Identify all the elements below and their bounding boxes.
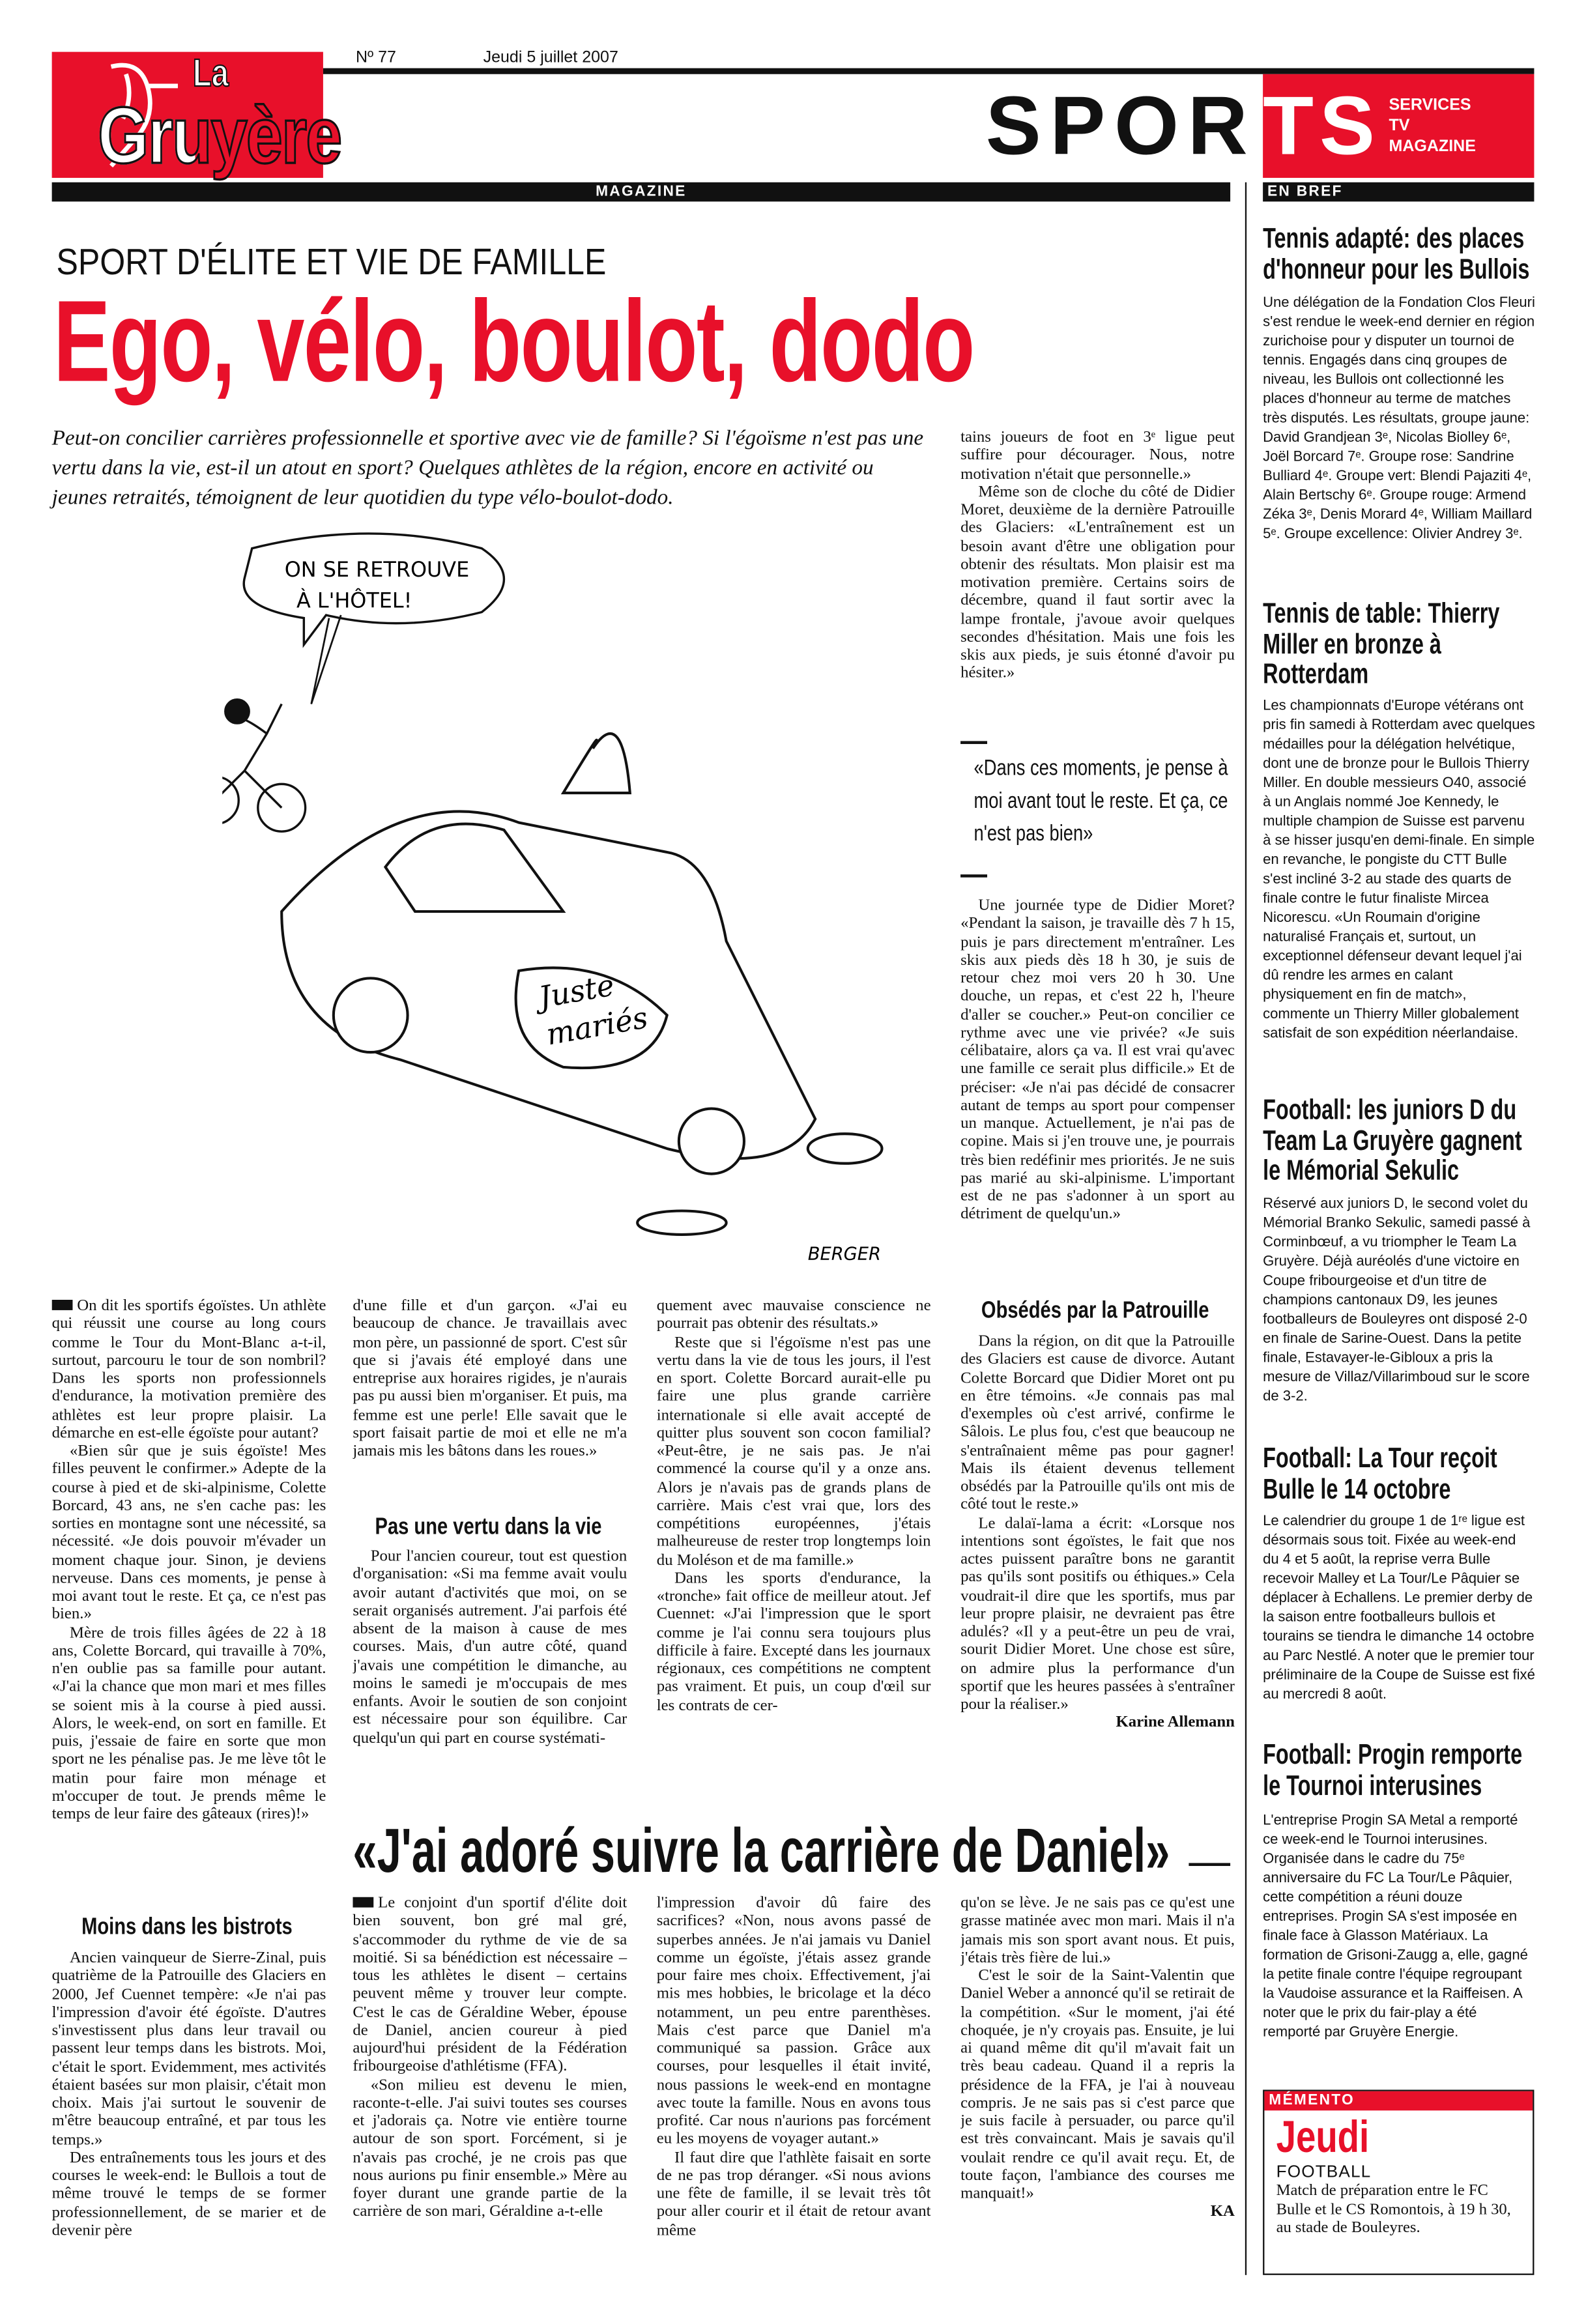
- memento-text: Match de préparation entre le FC Bulle et le CS Romontois, à 19 h 30, au stade de Bouleyres.: [1276, 2181, 1511, 2237]
- memento-sport: FOOTBALL: [1276, 2164, 1372, 2182]
- headline: Ego, vélo, boulot, dodo: [53, 276, 974, 407]
- column-divider: [1245, 182, 1247, 2275]
- brief-text: Une délégation de la Fondation Clos Fleuri s'est rendue le week-end dernier en région zurichoise pour y disputer un tournoi de tennis. Engagés dans cinq groupes de niveau, les Bullois ont collectionné les places d'honneur au terme de matches très disputés. Les résultats, groupe jaune: David Grandjean 3ᵉ, Nicolas Biolley 6ᵉ, Joël Borcard 7ᵉ. Groupe rose: Sandrine Bulliard 4ᵉ. Groupe vert: Blendi Pajaziti 4ᵉ, Alain Bertschy 6ᵉ. Groupe rouge: Armend Zéka 3ᵉ, Denis Morard 4ᵉ, William Maillard 5ᵉ. Groupe excellence: Olivier Andrey 3ᵉ.: [1263, 294, 1535, 543]
- sports-title-red: TS: [1263, 78, 1381, 172]
- memento-day: Jeudi: [1276, 2113, 1370, 2162]
- pull-quote: «Dans ces moments, je pense à moi avant tout le reste. Et ça, ce n'est pas bien»: [973, 756, 1228, 846]
- article-column-4c: Dans la région, on dit que la Patrouille des Glaciers est cause de divorce. Autant Colette Borcard que Didier Moret ont pu en être témoins. «Je connais pas mal d'exemples où c'est arrivé, confirme le Sâlois. Le plus fou, c'est que beaucoup ne s'entraînaient même pas pour gagner! Mais ils étaient devenus tellement obsédés par la Patrouille qu'ils ont mis de côté tout le reste.» Le dalaï-lama a écrit: «Lorsque nos intentions sont égoïstes, le fait que nos actes puissent paraître bons ne garantit pas qu'ils sont positifs ou éthiques.» Cela voudrait-il dire que les sportifs, mus par leur propre plaisir, ne devraient pas être adulés? «Il y a peut-être un peu de vrai, sourit Didier Moret. Une chose est sûre, on admire plus la performance d'un sportif que les heures passées à s'entraîner pour la réaliser.» Karine Allemann: [960, 1332, 1235, 1732]
- article-column-2: d'une fille et d'un garçon. «J'ai eu beaucoup de chance. Je travaillais avec mon père, un passionné de sport. C'est sûr que si j'avais été employé dans une entreprise aux horaires rigides, je n'aurais pas pu aussi bien m'organiser. Et puis, ma femme est une perle! Elle savait que le sport faisait partie de moi et elle ne m'a jamais mis les bâtons dans les roues.»: [353, 1297, 627, 1460]
- sports-red-block: [1263, 74, 1534, 178]
- box-column-2: Le conjoint d'un sportif d'élite doit bien souvent, bon gré mal gré, s'accommoder du rythme de vie de sa moitié. Si sa bénédiction est nécessaire – tous les athlètes le disent – certains peuvent même y trouver leur compte. C'est le cas de Géraldine Weber, épouse de Daniel, ancien coureur à pied aujourd'hui président de la Fédération fribourgeoise d'athlétisme (FFA). «Son milieu est devenu le mien, raconte-t-elle. J'ai suivi toutes ses courses et j'adorais ça. Notre vie entière tourne autour de son sport. Forcément, si je n'avais pas croché, je ne crois pas que nous aurions pu finir ensemble.» Mère au foyer durant une grande partie de la carrière de son mari, Géraldine a-t-elle: [353, 1894, 627, 2221]
- bubble-text-1: ON SE RETROUVE: [284, 556, 470, 582]
- memento-box: [1263, 2089, 1534, 2274]
- cartoon-illustration: [222, 526, 934, 1275]
- box-headline: «J'ai adoré suivre la carrière de Daniel»: [353, 1815, 1170, 1886]
- brief-title: Football: les juniors D du Team La Gruyère gagnent le Mémorial Sekulic: [1263, 1095, 1522, 1188]
- subhead-vertu: Pas une vertu dans la vie: [375, 1514, 602, 1540]
- intro: Peut-on concilier carrières professionnelle et sportive avec vie de famille? Si l'égoïsme n'est pas une vertu dans la vie, est-il un atout en sport? Quelques athlètes de la région, encore en activité ou jeunes retraités, témoignent de leur quotidien du type vélo-boulot-dodo.: [51, 427, 924, 510]
- lead-square: [353, 1897, 373, 1908]
- subhead-patrouille: Obsédés par la Patrouille: [981, 1298, 1209, 1324]
- quote-dash: [960, 874, 987, 876]
- bubble-text-2: À L'HÔTEL!: [296, 588, 412, 613]
- article-column-4b: Une journée type de Didier Moret? «Pendant la saison, je travaille dès 7 h 15, puis je pars directement m'entraîner. Les skis aux pieds dès 18 h 30, je suis de retour chez moi vers 20 h 30. Une douche, un repas, et c'est 22 h, l'heure d'aller se coucher.» Peut-on concilier ce rythme avec une vie privée? «Je suis célibataire, alors ça va. Il est vrai qu'avec une famille ce serait plus difficile.» Et de préciser: «Je n'ai pas décidé de consacrer autant de temps au sport pour compenser un manque. Actuellement, je n'ai pas de copine. Mais si j'en trouve une, je pourrais très bien redéfinir mes priorités. Je ne suis pas marié au ski-alpinisme. L'important est de ne pas s'adonner à un sport au détriment de quelqu'un.»: [960, 897, 1235, 1224]
- brief-text: Le calendrier du groupe 1 de 1ʳᵉ ligue est désormais sous toit. Fixée au week-end du 4 et 5 août, la reprise verra Bulle recevoir Malley et La Tour/Le Pâquier se déplacer à Echallens. Le premier derby de la saison entre footballeurs bullois et tourains se tiendra le dimanche 14 octobre au Parc Nestlé. A noter que le premier tour préliminaire de la Coupe de Suisse est fixé au mercredi 8 août.: [1263, 1513, 1535, 1703]
- car-sign-text-1: Juste: [536, 968, 617, 1015]
- box-column-4: qu'on se lève. Je ne sais pas ce qu'est une grasse matinée avec mon mari. Mais il n'a jamais mis son sport avant nous. Et puis, j'étais très fière de lui.» C'est le soir de la Saint-Valentin que Daniel Weber a annoncé qu'il se retirait de la compétition. «Sur le moment, j'ai été choquée, je n'y croyais pas. Ensuite, je lui ai quand même dit qu'il m'avait fait un très beau cadeau. Quand il a repris la présidence de la FFA, je l'ai à nouveau compris. Je ne sais pas si c'est parce que je suis facile à persuader, ou parce qu'il est très convaincant. Mais je savais qu'il voulait rendre ce qu'il avait reçu. Et, de toute façon, l'ambiance des courses me manquait!» KA: [960, 1894, 1235, 2221]
- issue-number: Nº 77: [355, 49, 396, 67]
- article-column-1b: Ancien vainqueur de Sierre-Zinal, puis quatrième de la Patrouille des Glaciers en 2000, Jef Cuennet tempère: «Je n'ai pas l'impression d'avoir été égoïste. D'autres s'investissent plus dans leur travail ou passent leur temps dans les bistrots. Moi, c'était le sport. Evidemment, mes activités étaient basées sur mon plaisir, c'était mon choix. Mais j'ai surtout le souvenir de m'être beaucoup entraîné, et par tous les temps.» Des entraînements tous les jours et des courses le week-end: le Bullois a tout de même trouvé le temps de se former professionnellement, de se marier et de devenir père: [51, 1949, 326, 2239]
- memento-label: MÉMENTO: [1264, 2091, 1533, 2111]
- lead-square: [52, 1300, 73, 1310]
- article-column-4a: tains joueurs de foot en 3ᵉ ligue peut suffire pour décourager. Nous, notre motivation n'était que personnelle.» Même son de cloche du côté de Didier Moret, deuxième de la dernière Patrouille des Glaciers: «L'entraînement est un besoin avant d'être une obligation pour obtenir des résultats. Mon plaisir est ma motivation première. Certains soirs de décembre, quand il faut sortir avec la lampe frontale, j'avoue avoir quelques secondes d'hésitation. Mais une fois les skis aux pieds, je suis étonné d'avoir pu hésiter.»: [960, 428, 1235, 682]
- sports-title-black: SPOR: [985, 78, 1257, 172]
- en-bref-bar: EN BREF: [1263, 182, 1534, 202]
- brief-title: Tennis adapté: des places d'honneur pour les Bullois: [1263, 223, 1530, 285]
- article-column-2b: Pour l'ancien coureur, tout est question d'organisation: «Si ma femme avait voulu avoir autant d'activités que moi, on se serait organisés autrement. J'ai parfois été absent de la maison à cause de mes courses. Mais, d'un autre côté, quand j'avais une compétition le dimanche, au moins le samedi je m'occupais de mes enfants. Avoir le soutien de son conjoint est nécessaire pour son équilibre. Car quelqu'un qui part en course systémati-: [353, 1547, 627, 1747]
- article-column-3: quement avec mauvaise conscience ne pourrait pas obtenir des résultats.» Reste que si l'égoïsme n'est pas une vertu dans la vie de tous les jours, il l'est en sport. Colette Borcard aurait-elle pu faire une plus grande carrière internationale si elle avait accepté de quitter plus souvent son cocon familial? «Peut-être, je ne sais pas. Je n'ai commencé la course qu'il y a onze ans. Alors je n'avais pas de grands plans de carrière. Mais c'est vrai que, lors des compétitions européennes, j'étais malheureuse de rester trop longtemps loin du Moléson et de ma famille.» Dans les sports d'endurance, la «tronche» fait office de meilleur atout. Jef Cuennet: «J'ai l'impression que le sport comme je l'ai connu sera toujours plus difficile à faire. Excepté dans les journaux régionaux, ces compétitions ne comptent pas vraiment. Et puis, un coup d'œil sur les contrats de cer-: [656, 1297, 931, 1714]
- brief-text: Les championnats d'Europe vétérans ont pris fin samedi à Rotterdam avec quelques médailles pour la délégation helvétique, dont une de bronze pour le Bullois Thierry Miller. En double messieurs O40, associé à un Anglais nommé Joe Kennedy, le multiple champion de Suisse est parvenu à se hisser jusqu'en demi-finale. En simple en revanche, le pongiste du CTT Bulle s'est incliné 3-2 au stade des quarts de finale contre le futur finaliste Mircea Nicorescu. «Un Roumain d'origine naturalisé Français et, surtout, un exceptionnel défenseur devant lequel j'ai dû rendre les armes en calant physiquement en fin de match», commente un Thierry Miller globalement satisfait de son expédition néerlandaise.: [1263, 698, 1535, 1042]
- headline-rule: [1189, 1863, 1230, 1865]
- section-bar: MAGAZINE: [52, 182, 1230, 202]
- cyclist: [222, 700, 305, 831]
- brief-text: Réservé aux juniors D, le second volet du Mémorial Branko Sekulic, samedi passé à Corminbœuf, a vu triompher le Team La Gruyère. Déjà auréolés d'une victoire en Coupe fribourgeoise et d'un titre de champions cantonaux D9, les jeunes footballeurs de Bouleyres ont disposé 2-0 en finale de Sarine-Ouest. Dans la petite finale, Estavayer-le-Gibloux a pris la mesure de Villaz/Villarimboud sur le score de 3-2.: [1263, 1196, 1531, 1405]
- tv-label: TV: [1389, 117, 1410, 136]
- services-list: [1389, 95, 1475, 158]
- car-sign-text-2: mariés: [543, 1000, 651, 1052]
- kicker: SPORT D'ÉLITE ET VIE DE FAMILLE: [56, 241, 607, 283]
- byline: KA: [1210, 2202, 1235, 2221]
- magazine-label: MAGAZINE: [1389, 137, 1476, 156]
- logo-la: La: [192, 50, 229, 95]
- quote-dash: [960, 741, 987, 743]
- top-rule: [323, 68, 1535, 74]
- brief-text: L'entreprise Progin SA Metal a remporté ce week-end le Tournoi interusines. Organisée dans le cadre du 75ᵉ anniversaire du FC La Tour/Le Pâquier, cette compétition a réuni douze entreprises. Progin SA s'est imposée en finale face à Glasson Matériaux. La formation de Grisoni-Zaugg a, elle, gagné la petite finale contre l'équipe regroupant la Vaudoise assurance et la Raiffeisen. A noter que le prix du fair-play a été remporté par Gruyère Energie.: [1263, 1813, 1528, 2041]
- byline: Karine Allemann: [1116, 1714, 1235, 1732]
- brief-title: Football: Progin remporte le Tournoi interusines: [1263, 1740, 1523, 1802]
- logo-gruyere: Gruyère: [98, 92, 341, 181]
- subhead-bistrots: Moins dans les bistrots: [81, 1915, 293, 1940]
- brief-title: Football: La Tour reçoit Bulle le 14 octobre: [1263, 1443, 1497, 1506]
- artist-signature: BERGER: [807, 1244, 882, 1265]
- issue-date: Jeudi 5 juillet 2007: [483, 49, 618, 67]
- services-label: SERVICES: [1389, 96, 1471, 115]
- brief-title: Tennis de table: Thierry Miller en bronze à Rotterdam: [1263, 599, 1500, 691]
- box-column-3: l'impression d'avoir dû faire des sacrifices? «Non, nous avons passé de superbes années. Je n'ai jamais vu Daniel comme un égoïste, j'étais assez grande pour faire mes choix. Effectivement, j'ai mis mes hobbies, le bricolage et la déco notamment, un peu entre parenthèses. Mais c'est parce que Daniel m'a communiqué sa passion. Grâce aux courses, pour lesquelles il était invité, nous passions le week-end en montagne avec toute la famille. Nous en avons tous profité. Car nous n'aurions pas forcément eu les moyens de voyager autant.» Il faut dire que l'athlète faisait en sorte de ne pas trop déranger. «Si nous avions une fête de famille, il se levait très tôt pour aller courir et il était de retour avant même: [656, 1894, 931, 2239]
- article-column-1: On dit les sportifs égoïstes. Un athlète qui réussit une course au long cours comme le Tour du Mont-Blanc a-t-il, surtout, parcouru le tour de son nombril? Dans les sports non professionnels d'endurance, la motivation première des athlètes est leur propre plaisir. La démarche en est-elle égoïste pour autant? «Bien sûr que je suis égoïste! Mes filles peuvent le confirmer.» Adepte de la course à pied et de ski-alpinisme, Colette Borcard, 43 ans, ne s'en cache pas: les sorties en montagne sont une nécessité, sa nécessité. «Je dois pouvoir m'évader un moment chaque jour. Sinon, je deviens nerveuse. Dans ces moments, je pense à moi avant tout le reste. Et ça, ce n'est pas bien.» Mère de trois filles âgées de 22 à 18 ans, Colette Borcard, qui travaille à 70%, n'en oublie pas sa famille pour autant. «J'ai la chance que mon mari et mes filles se soient mis à la course à pied aussi. Alors, le week-end, on sort en famille. Et puis, j'essaie de faire en sorte que mon sport ne les pénalise pas. Je me lève tôt le matin pour faire mon ménage et m'occuper de tout. Je prends même le temps de leur faire des gâteaux (rires)!»: [51, 1297, 326, 1824]
